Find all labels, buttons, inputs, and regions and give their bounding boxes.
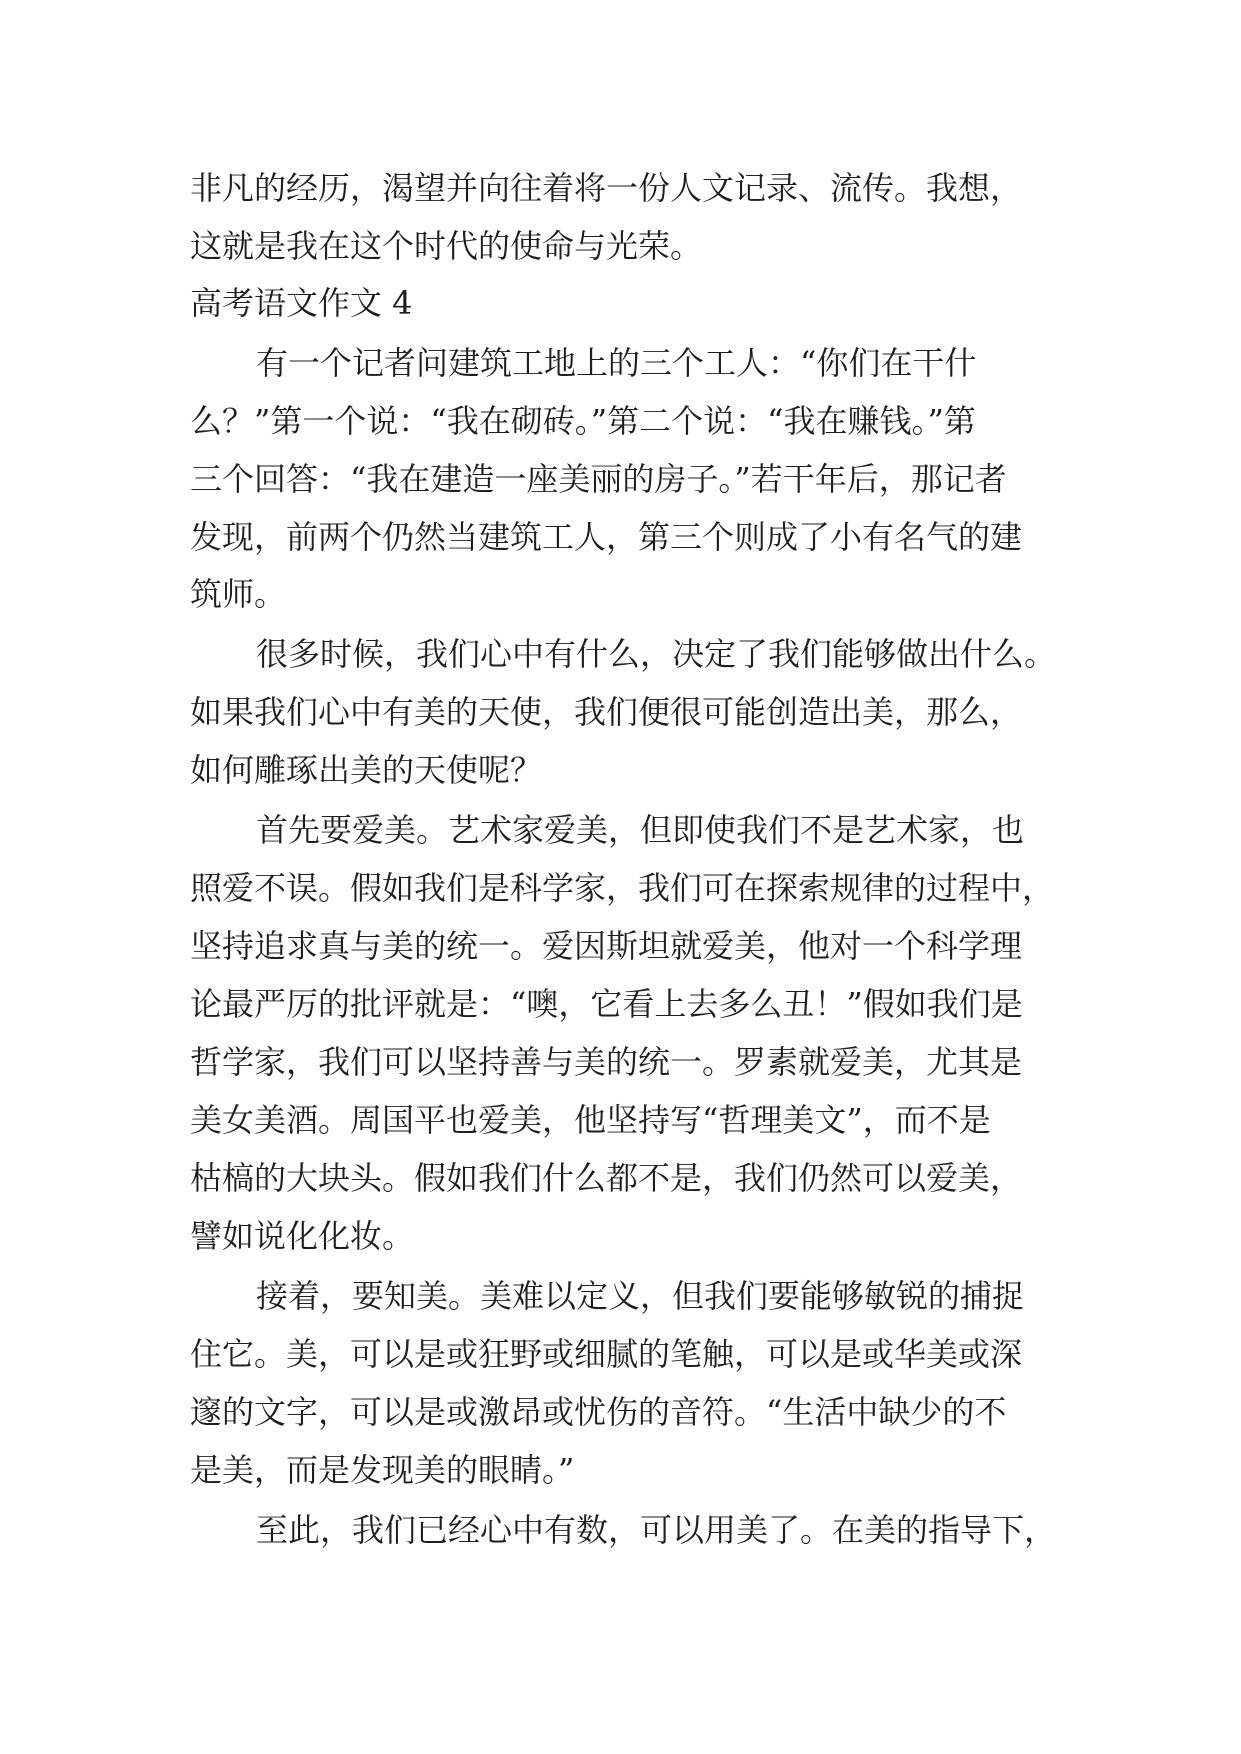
paragraph-line: 很多时候，我们心中有什么，决定了我们能够做出什么。 <box>256 635 1057 673</box>
paragraph-line: 邃的文字，可以是或激昂或忧伤的音符。“生活中缺少的不 <box>190 1393 1007 1431</box>
paragraph-line: 论最严厉的批评就是：“噢，它看上去多么丑！”假如我们是 <box>190 985 1023 1023</box>
paragraph-line: 枯槁的大块头。假如我们什么都不是，我们仍然可以爱美， <box>190 1159 1023 1197</box>
paragraph-line: 譬如说化化妆。 <box>190 1217 415 1255</box>
paragraph-line: 发现，前两个仍然当建筑工人，第三个则成了小有名气的建 <box>190 518 1023 556</box>
paragraph-line: 是美，而是发现美的眼睛。” <box>190 1451 575 1489</box>
paragraph-line: 首先要爱美。艺术家爱美，但即使我们不是艺术家，也 <box>256 811 1025 849</box>
paragraph-line: 筑师。 <box>190 575 287 613</box>
paragraph-line: 至此，我们已经心中有数，可以用美了。在美的指导下， <box>256 1511 1057 1549</box>
paragraph-line: 如果我们心中有美的天使，我们便很可能创造出美，那么， <box>190 693 1023 731</box>
paragraph-line: 这就是我在这个时代的使命与光荣。 <box>190 227 703 265</box>
paragraph-line: 非凡的经历，渴望并向往着将一份人文记录、流传。我想， <box>190 169 1023 207</box>
paragraph-line: 么？”第一个说：“我在砌砖。”第二个说：“我在赚钱。”第 <box>190 402 976 440</box>
paragraph-line: 三个回答：“我在建造一座美丽的房子。”若干年后，那记者 <box>190 460 1007 498</box>
paragraph-line: 住它。美，可以是或狂野或细腻的笔触，可以是或华美或深 <box>190 1335 1023 1373</box>
section-heading: 高考语文作文 4 <box>190 284 413 322</box>
paragraph-line: 如何雕琢出美的天使呢？ <box>190 751 543 789</box>
paragraph-line: 接着，要知美。美难以定义，但我们要能够敏锐的捕捉 <box>256 1277 1025 1315</box>
paragraph-line: 有一个记者问建筑工地上的三个工人：“你们在干什 <box>256 344 977 382</box>
paragraph-line: 坚持追求真与美的统一。爱因斯坦就爱美，他对一个科学理 <box>190 927 1023 965</box>
paragraph-line: 哲学家，我们可以坚持善与美的统一。罗素就爱美，尤其是 <box>190 1043 1023 1081</box>
paragraph-line: 美女美酒。周国平也爱美，他坚持写“哲理美文”，而不是 <box>190 1101 991 1139</box>
paragraph-line: 照爱不误。假如我们是科学家，我们可在探索规律的过程中， <box>190 869 1055 907</box>
